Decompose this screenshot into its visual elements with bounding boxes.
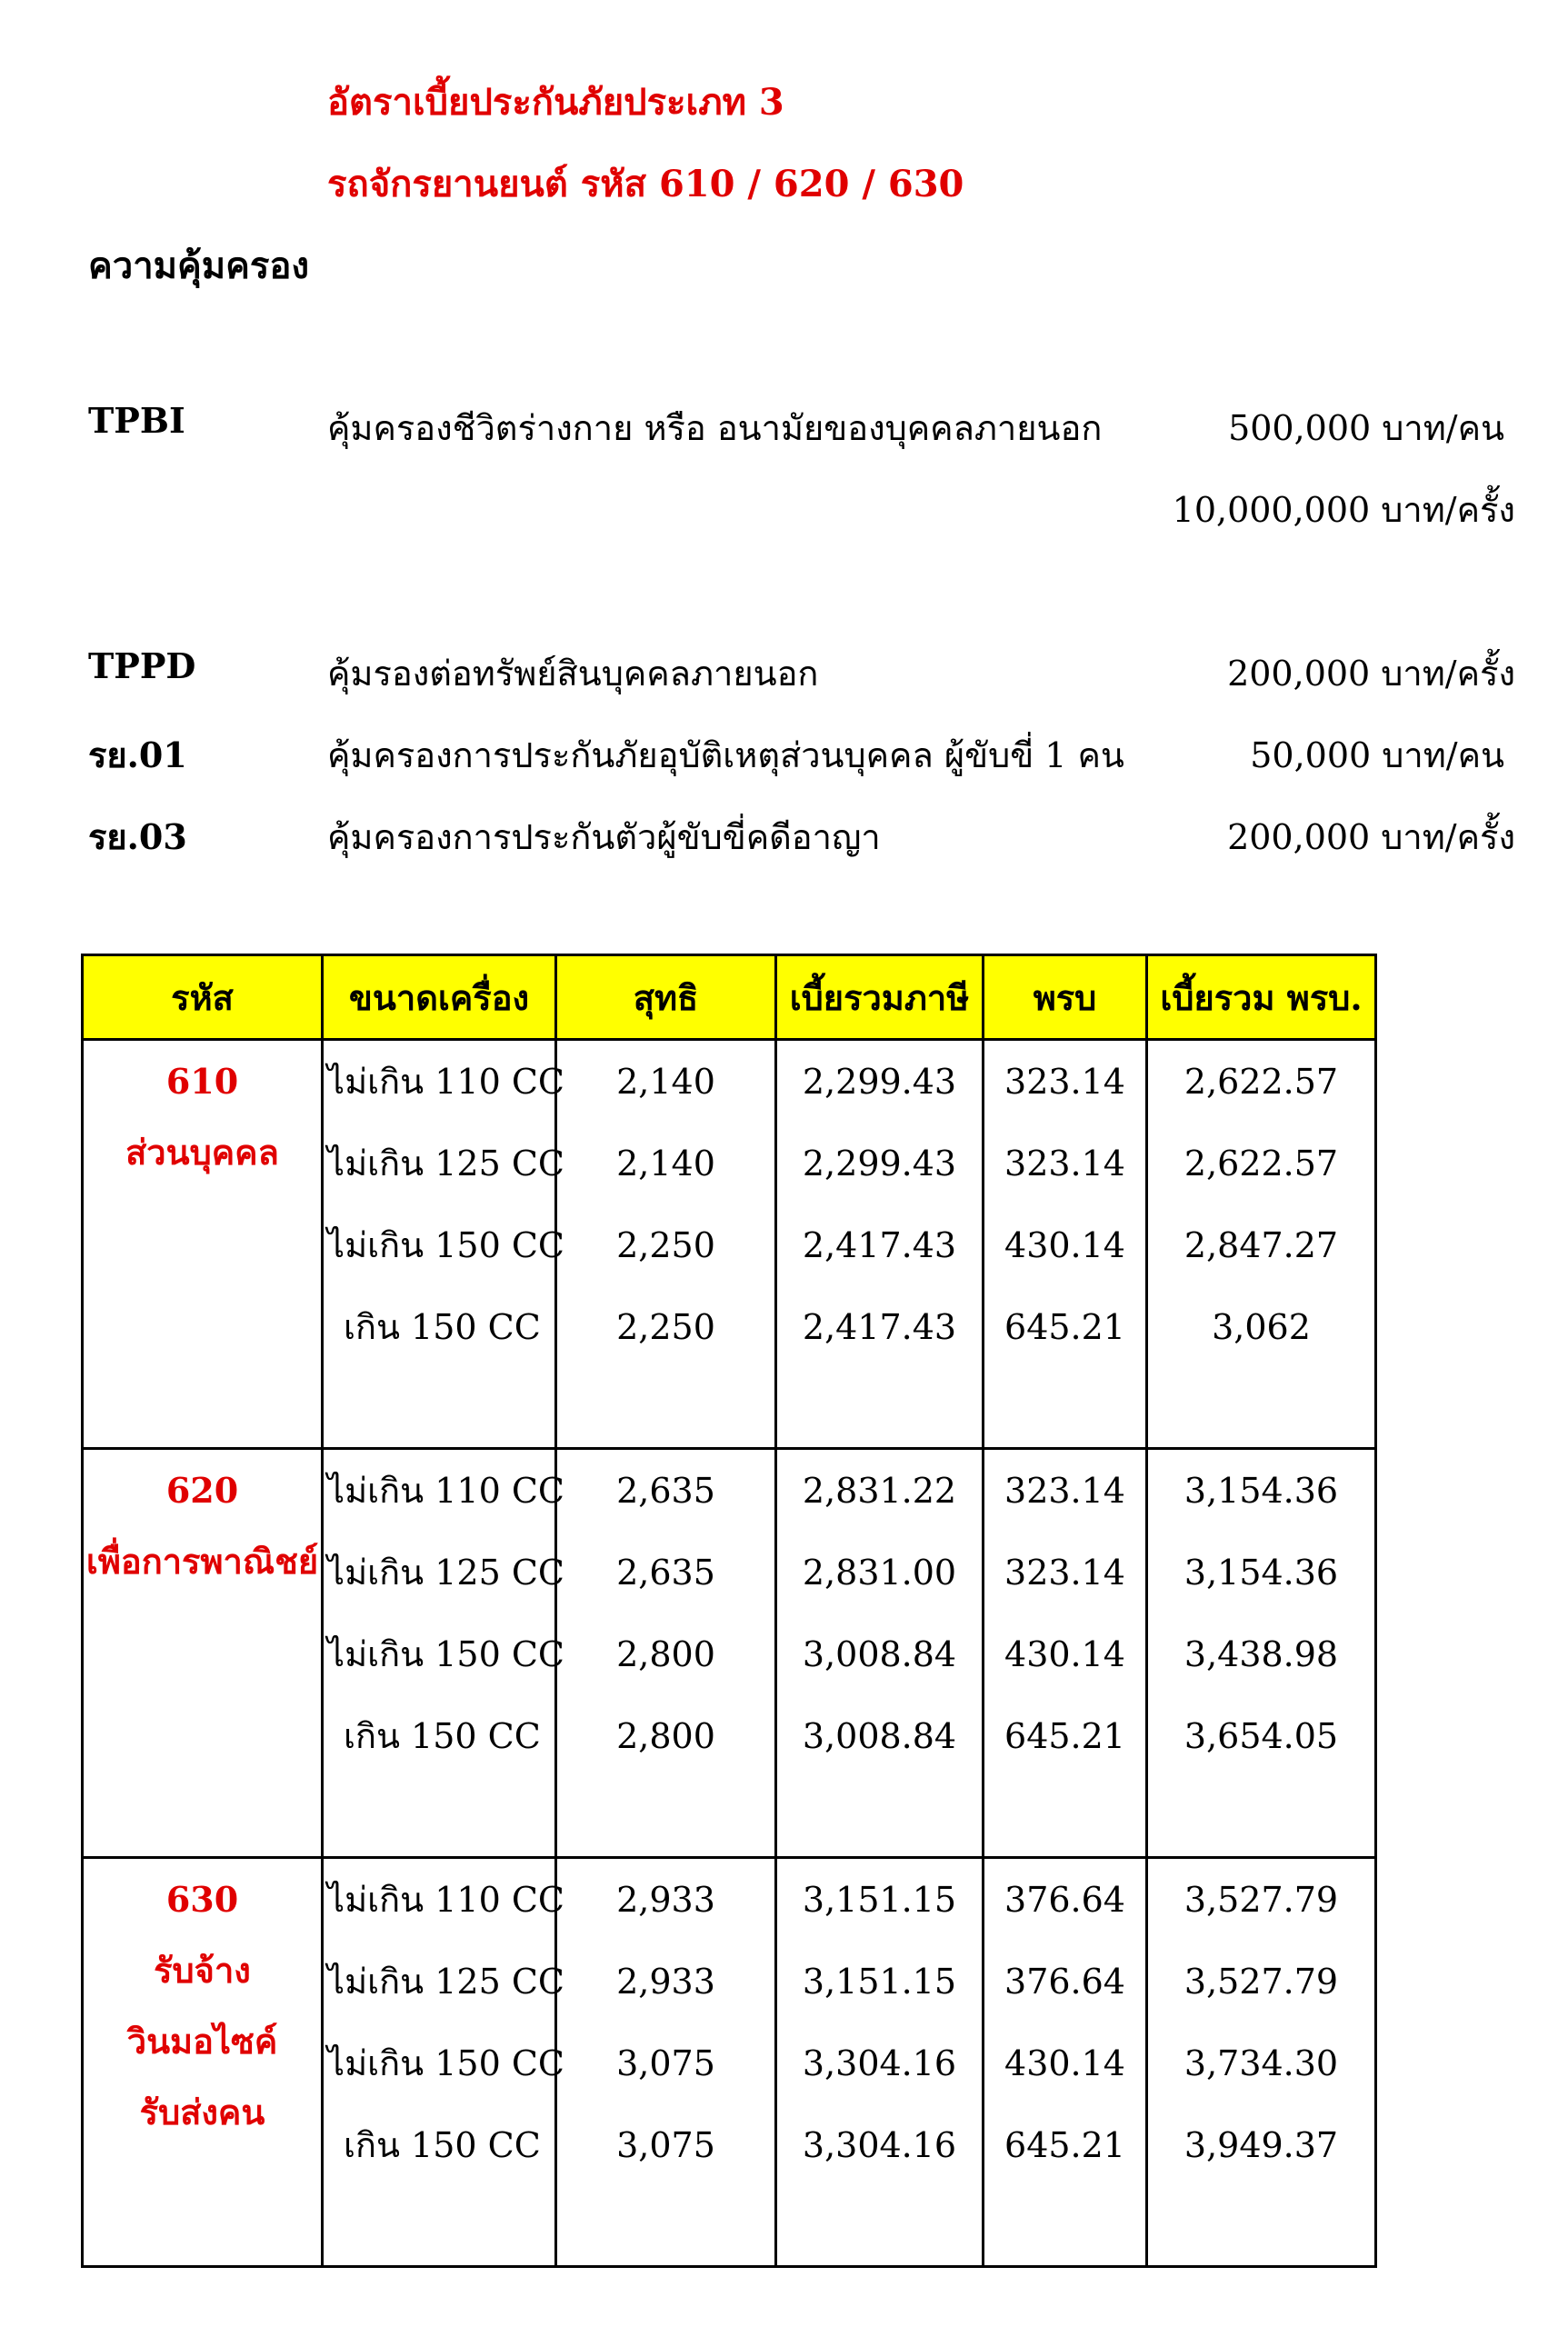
net-premium: 2,250 bbox=[616, 1225, 715, 1265]
table-header-row bbox=[83, 955, 1376, 1040]
engine-size-cell bbox=[323, 1040, 564, 1449]
group-620 bbox=[83, 1449, 1376, 1858]
prb-amount: 376.64 bbox=[1004, 1962, 1125, 2002]
header-total-with-prb: เบี้ยรวม พรบ. bbox=[1147, 955, 1376, 1040]
premium-with-tax-cell bbox=[776, 1858, 984, 2267]
engine-size: ไม่เกิน 125 CC bbox=[327, 1144, 564, 1183]
coverage-amount-tppd: 200,000 บาท/ครั้ง bbox=[1227, 654, 1515, 694]
net-premium: 2,140 bbox=[616, 1144, 715, 1183]
group-610 bbox=[83, 1040, 1376, 1449]
header-prb: พรบ bbox=[984, 955, 1147, 1040]
coverage-code-ry01: รย.01 bbox=[88, 734, 187, 775]
premium-with-tax-cell bbox=[776, 1449, 984, 1858]
prb-cell bbox=[984, 1858, 1147, 2267]
net-premium: 2,250 bbox=[616, 1307, 715, 1347]
premium-with-tax: 2,299.43 bbox=[802, 1062, 957, 1102]
page-title: อัตราเบี้ยประกันภัยประเภท 3 bbox=[327, 81, 784, 124]
engine-size: ไม่เกิน 125 CC bbox=[327, 1962, 564, 2002]
total-with-prb: 3,527.79 bbox=[1183, 1880, 1339, 1920]
coverage-desc-ry01: คุ้มครองการประกันภัยอุบัติเหตุส่วนบุคคล ผู้ขับขี่ 1 คน bbox=[327, 735, 1124, 775]
net-premium: 2,933 bbox=[616, 1962, 715, 2002]
engine-size-cell bbox=[323, 1858, 564, 2267]
net-premium: 3,075 bbox=[616, 2125, 715, 2165]
total-with-prb: 2,847.27 bbox=[1183, 1225, 1339, 1265]
engine-size: เกิน 150 CC bbox=[344, 1716, 541, 1756]
engine-size: ไม่เกิน 125 CC bbox=[327, 1553, 564, 1593]
net-premium: 2,800 bbox=[616, 1716, 715, 1756]
group-type: รับจ้าง bbox=[154, 1950, 251, 1991]
header-code: รหัส bbox=[83, 955, 323, 1040]
table-row bbox=[83, 1449, 1376, 1858]
net-premium: 3,075 bbox=[616, 2043, 715, 2083]
total-with-prb: 3,734.30 bbox=[1183, 2043, 1339, 2083]
engine-size: เกิน 150 CC bbox=[344, 1307, 541, 1347]
prb-amount: 323.14 bbox=[1004, 1471, 1125, 1511]
engine-size: ไม่เกิน 150 CC bbox=[327, 1634, 564, 1674]
prb-amount: 323.14 bbox=[1004, 1553, 1125, 1593]
page-subtitle: รถจักรยานยนต์ รหัส 610 / 620 / 630 bbox=[327, 163, 964, 205]
net-premium-cell bbox=[556, 1858, 776, 2267]
premium-with-tax-cell bbox=[776, 1040, 984, 1449]
total-with-prb: 3,654.05 bbox=[1183, 1716, 1339, 1756]
total-with-prb: 3,154.36 bbox=[1183, 1553, 1339, 1593]
premium-with-tax: 3,151.15 bbox=[802, 1880, 957, 1920]
net-premium: 2,635 bbox=[616, 1471, 715, 1511]
group-type: วินมอไซค์ bbox=[126, 2021, 278, 2062]
total-cell bbox=[1147, 1040, 1376, 1449]
coverage-amount-ry03: 200,000 บาท/ครั้ง bbox=[1227, 817, 1515, 857]
coverage-heading: ความคุ้มครอง bbox=[88, 245, 309, 287]
engine-size: ไม่เกิน 150 CC bbox=[327, 2043, 564, 2083]
total-with-prb: 3,527.79 bbox=[1183, 1962, 1339, 2002]
prb-amount: 430.14 bbox=[1004, 1225, 1125, 1265]
engine-size: ไม่เกิน 110 CC bbox=[327, 1880, 564, 1920]
total-with-prb: 3,154.36 bbox=[1183, 1471, 1339, 1511]
engine-size: ไม่เกิน 110 CC bbox=[327, 1062, 564, 1102]
prb-amount: 645.21 bbox=[1004, 1716, 1125, 1756]
prb-amount: 430.14 bbox=[1004, 2043, 1125, 2083]
prb-amount: 323.14 bbox=[1004, 1144, 1125, 1183]
premium-with-tax: 2,417.43 bbox=[802, 1307, 957, 1347]
net-premium: 2,635 bbox=[616, 1553, 715, 1593]
prb-amount: 323.14 bbox=[1004, 1062, 1125, 1102]
total-with-prb: 2,622.57 bbox=[1183, 1062, 1339, 1102]
coverage-code-ry03: รย.03 bbox=[88, 816, 187, 857]
coverage-amount-ry01: 50,000 บาท/คน bbox=[1250, 735, 1504, 775]
header-premium-with-tax: เบี้ยรวมภาษี bbox=[776, 955, 984, 1040]
net-premium: 2,140 bbox=[616, 1062, 715, 1102]
premium-with-tax: 2,299.43 bbox=[802, 1144, 957, 1183]
total-with-prb: 3,949.37 bbox=[1183, 2125, 1339, 2165]
total-with-prb: 2,622.57 bbox=[1183, 1144, 1339, 1183]
premium-with-tax: 2,831.00 bbox=[802, 1553, 957, 1593]
net-premium-cell bbox=[556, 1040, 776, 1449]
group-code: 610 bbox=[165, 1061, 239, 1102]
premium-with-tax: 3,304.16 bbox=[802, 2043, 957, 2083]
premium-with-tax: 2,417.43 bbox=[802, 1225, 957, 1265]
group-label bbox=[83, 1858, 323, 2267]
group-label bbox=[83, 1040, 323, 1449]
coverage-amount-tpbi-per-time: 10,000,000 บาท/ครั้ง bbox=[1172, 490, 1515, 530]
engine-size: ไม่เกิน 150 CC bbox=[327, 1225, 564, 1265]
premium-with-tax: 3,008.84 bbox=[802, 1716, 957, 1756]
net-premium: 2,933 bbox=[616, 1880, 715, 1920]
premium-with-tax: 3,008.84 bbox=[802, 1634, 957, 1674]
prb-amount: 645.21 bbox=[1004, 1307, 1125, 1347]
group-code: 620 bbox=[165, 1470, 239, 1511]
header-net-premium: สุทธิ bbox=[556, 955, 776, 1040]
premium-with-tax: 3,304.16 bbox=[802, 2125, 957, 2165]
premium-with-tax: 3,151.15 bbox=[802, 1962, 957, 2002]
coverage-code-tpbi: TPBI bbox=[88, 400, 185, 441]
coverage-amount-tpbi-per-person: 500,000 บาท/คน bbox=[1228, 408, 1504, 448]
coverage-desc-tpbi: คุ้มครองชีวิตร่างกาย หรือ อนามัยของบุคคลภายนอก bbox=[327, 408, 1103, 448]
table-row bbox=[83, 1858, 1376, 2267]
group-type: ส่วนบุคคล bbox=[125, 1132, 279, 1173]
group-type: เพื่อการพาณิชย์ bbox=[85, 1541, 319, 1582]
net-premium-cell bbox=[556, 1449, 776, 1858]
total-cell bbox=[1147, 1449, 1376, 1858]
net-premium: 2,800 bbox=[616, 1634, 715, 1674]
total-with-prb: 3,438.98 bbox=[1183, 1634, 1339, 1674]
engine-size-cell bbox=[323, 1449, 564, 1858]
prb-amount: 430.14 bbox=[1004, 1634, 1125, 1674]
coverage-code-tppd: TPPD bbox=[88, 645, 196, 686]
prb-amount: 645.21 bbox=[1004, 2125, 1125, 2165]
header-engine-size: ขนาดเครื่อง bbox=[323, 955, 556, 1040]
table-row bbox=[83, 1040, 1376, 1449]
group-label bbox=[83, 1449, 323, 1858]
coverage-desc-ry03: คุ้มครองการประกันตัวผู้ขับขี่คดีอาญา bbox=[327, 817, 881, 857]
total-cell bbox=[1147, 1858, 1376, 2267]
premium-rate-table bbox=[81, 954, 1377, 2268]
group-630 bbox=[83, 1858, 1376, 2267]
premium-with-tax: 2,831.22 bbox=[802, 1471, 957, 1511]
coverage-desc-tppd: คุ้มรองต่อทรัพย์สินบุคคลภายนอก bbox=[327, 654, 819, 694]
prb-cell bbox=[984, 1040, 1147, 1449]
prb-amount: 376.64 bbox=[1004, 1880, 1125, 1920]
group-type: รับส่งคน bbox=[139, 2092, 265, 2132]
engine-size: ไม่เกิน 110 CC bbox=[327, 1471, 564, 1511]
engine-size: เกิน 150 CC bbox=[344, 2125, 541, 2165]
total-with-prb: 3,062 bbox=[1212, 1307, 1311, 1347]
prb-cell bbox=[984, 1449, 1147, 1858]
group-code: 630 bbox=[165, 1879, 239, 1920]
